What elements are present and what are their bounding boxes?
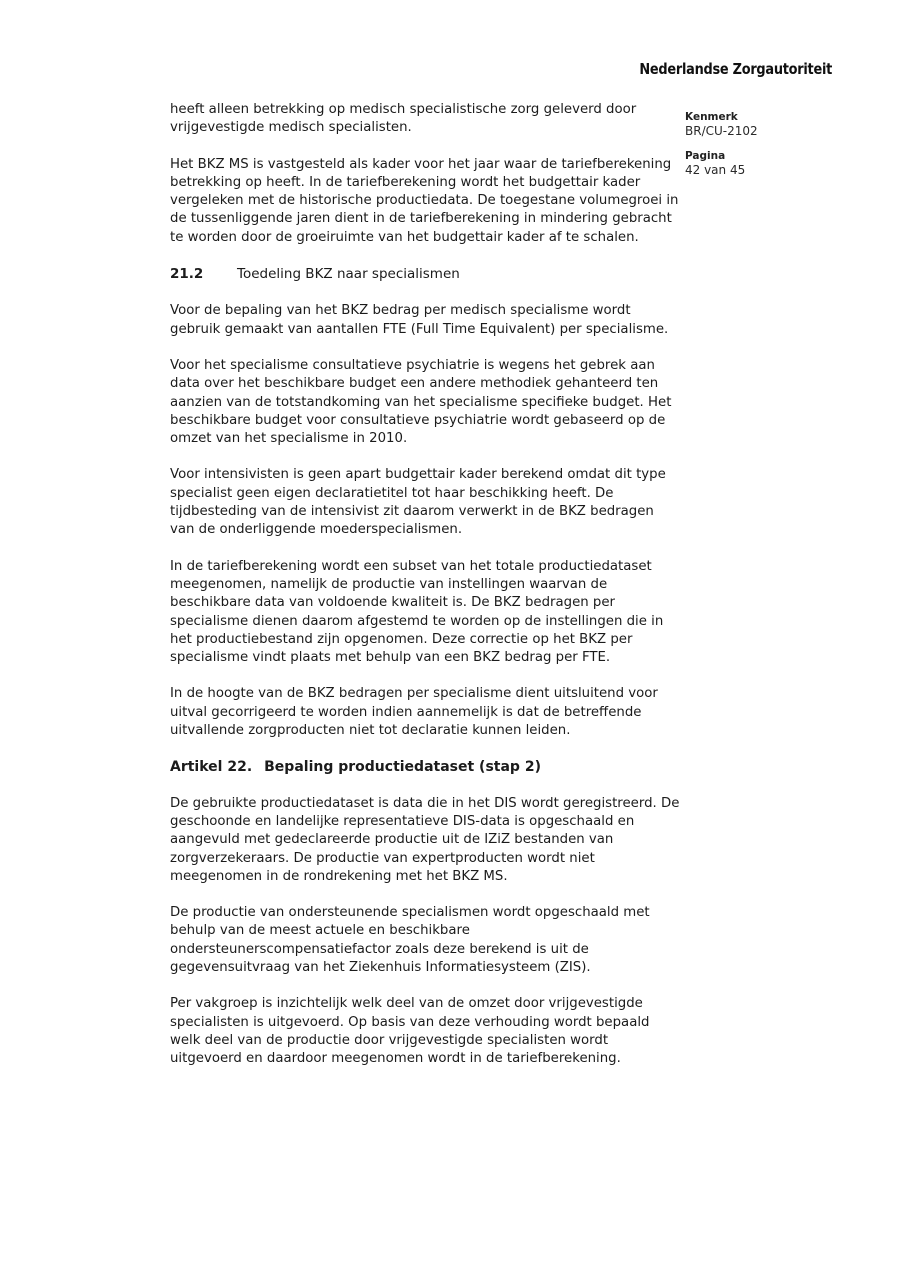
pagina-label: Pagina (685, 150, 726, 162)
section-title: Toedeling BKZ naar specialismen (237, 266, 460, 283)
pagina-value: 42 van 45 (685, 163, 746, 177)
kenmerk-value: BR/CU-2102 (685, 124, 758, 138)
paragraph-6: In de tariefberekening wordt een subset van het totale productiedataset meegenomen, namelijk de productie van instellingen waarvan de beschikbare data van voldoende kwaliteit is. De BKZ bedragen per specialisme dienen daarom afgestemd te worden op de instellingen die in het productiebestand zijn opgenomen. Deze correctie op het BKZ per specialisme vindt plaats met behulp van een BKZ bedrag per FTE. (170, 558, 664, 666)
paragraph-5: Voor intensivisten is geen apart budgettair kader berekend omdat dit type specialist geen eigen declaratietitel tot haar beschikking heeft. De tijdbesteding van de intensivist zit daarom verwerkt in de BKZ bedragen van de onderliggende moederspecialismen. (170, 467, 666, 538)
paragraph-9: De productie van ondersteunende specialismen wordt opgeschaald met behulp van de meest actuele en beschikbare ondersteunerscompensatiefactor zoals deze berekend is uit de gegevensuitvraag van het Ziekenhuis Informatiesysteem (ZIS). (170, 905, 650, 975)
section-heading-21-2 (170, 265, 680, 283)
paragraph-2: Het BKZ MS is vastgesteld als kader voor het jaar waar de tariefberekening betrekking op heeft. In de tariefberekening wordt het budgettair kader vergeleken met de historische productiedata. De toegestane volumegroei in de tussenliggende jaren dient in de tariefberekening in mindering gebracht te worden door de groeiruimte van het budgettair kader af te schalen. (170, 156, 679, 245)
kenmerk-label: Kenmerk (685, 111, 738, 123)
page-meta-column (685, 111, 855, 189)
article-heading-22 (170, 758, 680, 776)
article-label: Artikel 22. (170, 759, 253, 776)
paragraph-10: Per vakgroep is inzichtelijk welk deel van de omzet door vrijgevestigde specialisten is uitgevoerd. Op basis van deze verhouding wordt bepaald welk deel van de productie door vrijgevestigde specialisten wordt uitgevoerd en daardoor meegenomen wordt in de tariefberekening. (170, 996, 650, 1067)
document-body (170, 101, 680, 1086)
paragraph-3: Voor de bepaling van het BKZ bedrag per medisch specialisme wordt gebruik gemaakt van aantallen FTE (Full Time Equivalent) per specialisme. (170, 303, 669, 337)
section-number: 21.2 (170, 266, 204, 283)
paragraph-8: De gebruikte productiedataset is data die in het DIS wordt geregistreerd. De geschoonde en landelijke representatieve DIS-data is opgeschaald en aangevuld met gedeclareerde productie uit de IZiZ bestanden van zorgverzekeraars. De productie van expertproducten wordt niet meegenomen in de rondrekening met het BKZ MS. (170, 795, 680, 884)
article-title: Bepaling productiedataset (stap 2) (264, 759, 541, 776)
organization-wordmark: Nederlandse Zorgautoriteit (639, 60, 832, 78)
paragraph-4: Voor het specialisme consultatieve psychiatrie is wegens het gebrek aan data over het beschikbare budget een andere methodiek gehanteerd ten aanzien van de totstandkoming van het specialisme specifieke budget. Het beschikbare budget voor consultatieve psychiatrie wordt gebaseerd op de omzet van het specialisme in 2010. (170, 357, 672, 447)
paragraph-1: heeft alleen betrekking op medisch specialistische zorg geleverd door vrijgevestigde medisch specialisten. (170, 102, 637, 136)
paragraph-7: In de hoogte van de BKZ bedragen per specialisme dient uitsluitend voor uitval gecorrigeerd te worden indien aannemelijk is dat de betreffende uitvallende zorgproducten niet tot declaratie kunnen leiden. (170, 686, 658, 739)
